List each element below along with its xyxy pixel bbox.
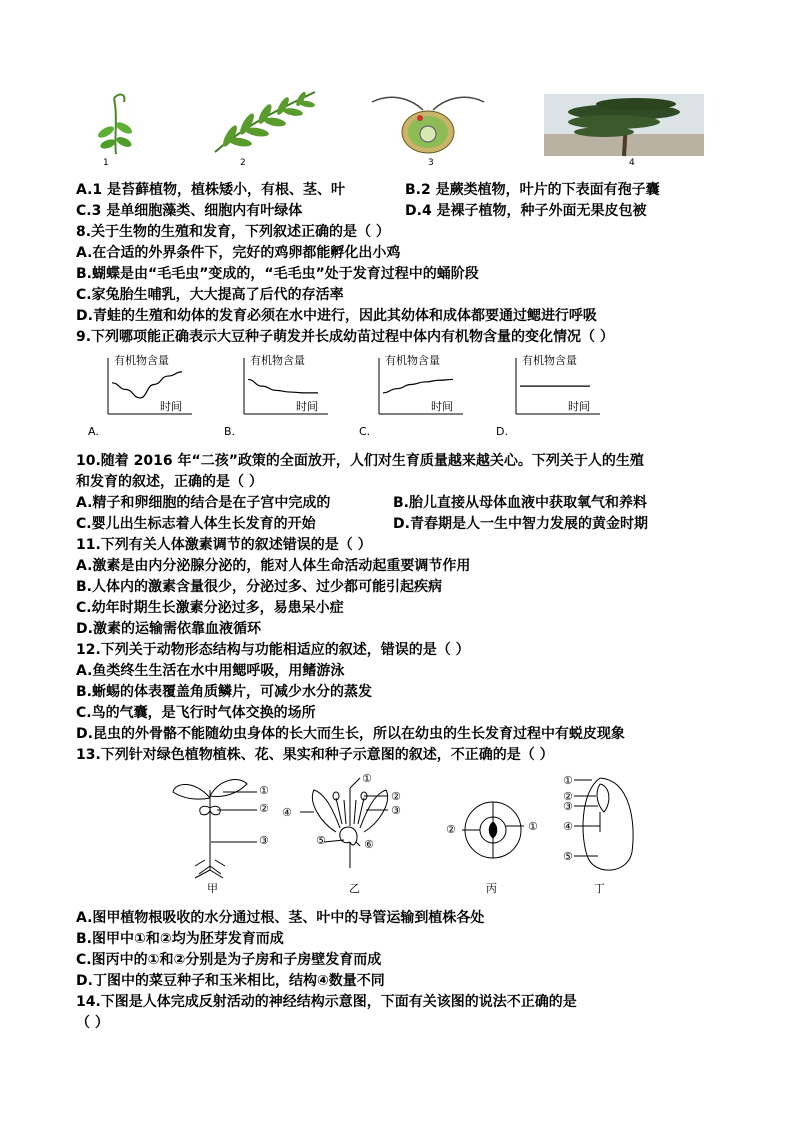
- q12-option-c: C.鸟的气囊，是飞行时气体交换的场所: [76, 705, 316, 721]
- seed-marker-2: ②: [563, 790, 573, 803]
- option-label: A.: [88, 425, 99, 437]
- q9-chart-1: [84, 352, 209, 437]
- seed-marker-5: ⑤: [563, 850, 573, 863]
- seedling-marker-2: ②: [259, 802, 269, 815]
- pine-tree-image: [544, 94, 704, 156]
- x-axis-label: 时间: [431, 400, 453, 413]
- q11-option-c: C.幼年时期生长激素分泌过多，易患呆小症: [76, 600, 344, 616]
- q7-option-b: B.2 是蕨类植物，叶片的下表面有孢子囊: [405, 182, 660, 198]
- q11-option-d: D.激素的运输需依靠血液循环: [76, 621, 261, 637]
- q10-stem-line1: 10.随着 2016 年“二孩”政策的全面放开，人们对生育质量越来越关心。下列关于人的生殖: [76, 453, 644, 469]
- option-label: B.: [224, 425, 236, 437]
- seed-marker-4: ④: [563, 820, 573, 833]
- seedling-marker-3: ③: [259, 834, 269, 847]
- q13-option-d: D.丁图中的菜豆种子和玉米相比，结构④数量不同: [76, 973, 385, 989]
- flower-marker-6: ⑥: [364, 838, 374, 851]
- seed-marker-1: ①: [563, 774, 573, 787]
- q7-option-c: C.3 是单细胞藻类、细胞内有叶绿体: [76, 203, 303, 219]
- x-axis-label: 时间: [296, 400, 318, 413]
- fig-label-bing: 丙: [486, 882, 497, 895]
- fruit-marker-1: ①: [528, 820, 538, 833]
- fruit-diagram: [458, 796, 528, 866]
- series-line: [112, 372, 182, 398]
- q13-option-a: A.图甲植物根吸收的水分通过根、茎、叶中的导管运输到植株各处: [76, 910, 485, 926]
- q8-option-d: D.青蛙的生殖和幼体的发育必须在水中进行，因此其幼体和成体都要通过鳃进行呼吸: [76, 308, 597, 324]
- q14-stem-line2: （ ）: [76, 1015, 109, 1031]
- q13-option-b: B.图甲中①和②均为胚芽发育而成: [76, 931, 284, 947]
- q8-option-a: A.在合适的外界条件下，完好的鸡卵都能孵化出小鸡: [76, 245, 401, 261]
- q13-option-c: C.图丙中的①和②分别是为子房和子房壁发育而成: [76, 952, 382, 968]
- option-label: D.: [496, 425, 508, 437]
- q9-chart-3: [355, 352, 480, 437]
- figure-label-1: 1: [103, 158, 109, 168]
- series-line: [248, 379, 318, 392]
- y-axis-label: 有机物含量: [385, 354, 440, 367]
- fig-label-yi: 乙: [349, 882, 360, 895]
- flower-marker-1: ①: [362, 772, 372, 785]
- q10-option-d: D.青春期是人一生中智力发展的黄金时期: [393, 516, 648, 532]
- flower-diagram: [300, 772, 410, 872]
- figure-label-2: 2: [240, 158, 246, 168]
- alga-cell-image: [368, 90, 488, 156]
- x-axis-label: 时间: [160, 400, 182, 413]
- y-axis-label: 有机物含量: [250, 354, 305, 367]
- q11-option-b: B.人体内的激素含量很少，分泌过多、过少都可能引起疾病: [76, 579, 442, 595]
- fern-plant-image: [205, 86, 320, 156]
- seedling-marker-1: ①: [259, 784, 269, 797]
- flower-marker-4: ④: [282, 806, 292, 819]
- fruit-marker-2: ②: [446, 823, 456, 836]
- q9-chart-4: [492, 352, 617, 437]
- q7-option-d: D.4 是裸子植物，种子外面无果皮包被: [405, 203, 647, 219]
- fig-label-jia: 甲: [207, 882, 218, 895]
- q9-stem: 9.下列哪项能正确表示大豆种子萌发并长成幼苗过程中体内有机物含量的变化情况（ ）: [76, 329, 614, 345]
- q9-chart-2: [220, 352, 345, 437]
- q12-stem: 12.下列关于动物形态结构与功能相适应的叙述，错误的是（ ）: [76, 642, 470, 658]
- figure-label-4: 4: [629, 158, 635, 168]
- q12-option-a: A.鱼类终生生活在水中用鳃呼吸，用鳍游泳: [76, 663, 345, 679]
- flower-marker-3: ③: [391, 804, 401, 817]
- q11-option-a: A.激素是由内分泌腺分泌的，能对人体生命活动起重要调节作用: [76, 558, 471, 574]
- seed-marker-3: ③: [563, 800, 573, 813]
- flower-marker-2: ②: [391, 790, 401, 803]
- q12-option-d: D.昆虫的外骨骼不能随幼虫身体的长大而生长，所以在幼虫的生长发育过程中有蜕皮现象: [76, 726, 625, 742]
- q10-option-a: A.精子和卵细胞的结合是在子宫中完成的: [76, 495, 331, 511]
- q13-stem: 13.下列针对绿色植物植株、花、果实和种子示意图的叙述，不正确的是（ ）: [76, 747, 554, 763]
- option-label: C.: [359, 425, 371, 437]
- q10-option-b: B.胎儿直接从母体血液中获取氧气和养料: [393, 495, 647, 511]
- x-axis-label: 时间: [568, 400, 590, 413]
- series-line: [383, 379, 453, 392]
- q10-stem-line2: 和发育的叙述，正确的是（ ）: [76, 474, 263, 490]
- q8-option-c: C.家兔胎生哺乳，大大提高了后代的存活率: [76, 287, 344, 303]
- q8-option-b: B.蝴蝶是由“毛毛虫”变成的，“毛毛虫”处于发育过程中的蛹阶段: [76, 266, 479, 282]
- y-axis-label: 有机物含量: [522, 354, 577, 367]
- y-axis-label: 有机物含量: [114, 354, 169, 367]
- seed-diagram: [570, 772, 640, 882]
- q12-option-b: B.蜥蜴的体表覆盖角质鳞片，可减少水分的蒸发: [76, 684, 372, 700]
- figure-label-3: 3: [428, 158, 434, 168]
- q10-option-c: C.婴儿出生标志着人体生长发育的开始: [76, 516, 316, 532]
- flower-marker-5: ⑤: [316, 834, 326, 847]
- q14-stem-line1: 14.下图是人体完成反射活动的神经结构示意图，下面有关该图的说法不正确的是: [76, 994, 577, 1010]
- q11-stem: 11.下列有关人体激素调节的叙述错误的是（ ）: [76, 537, 372, 553]
- q8-stem: 8.关于生物的生殖和发育，下列叙述正确的是（ ）: [76, 224, 390, 240]
- fig-label-ding: 丁: [594, 882, 605, 895]
- moss-plant-image: [86, 88, 146, 156]
- q7-option-a: A.1 是苔藓植物，植株矮小，有根、茎、叶: [76, 182, 346, 198]
